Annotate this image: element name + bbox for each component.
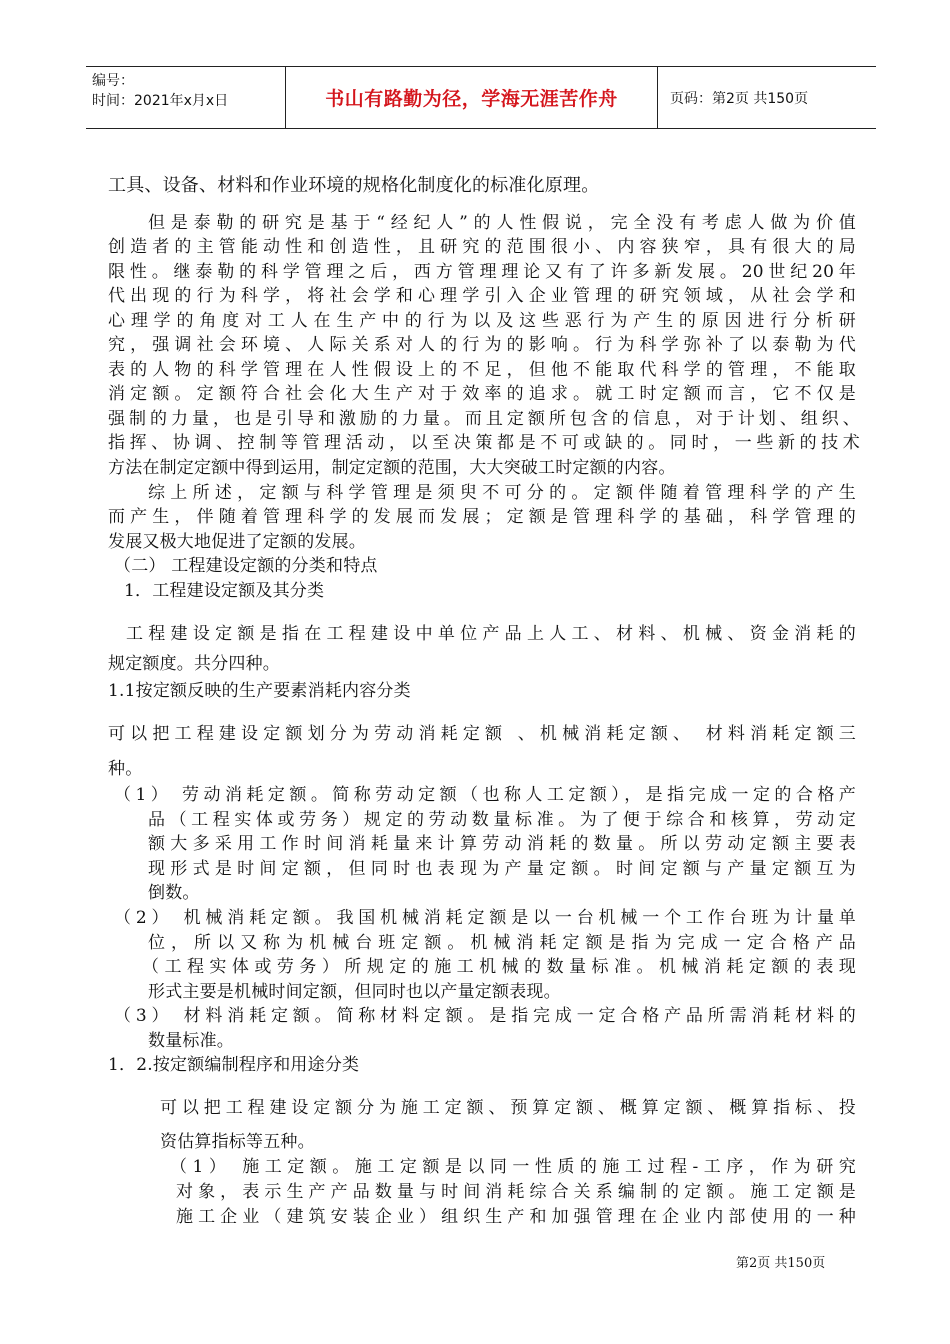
body-line: 限性。继泰勒的科学管理之后，西方管理理论又有了许多新发展。20世纪20年 [108,262,856,282]
body-line: 而产生，伴随着管理科学的发展而发展；定额是管理科学的基础，科学管理的 [108,507,856,527]
page-footer: 第2页 共150页 [736,1256,826,1271]
time-label: 时间：2021年x月x日 [92,93,229,109]
body-line: 综上所述，定额与科学管理是须臾不可分的。定额伴随着管理科学的产生 [148,483,856,503]
body-line: 工程建设定额是指在工程建设中单位产品上人工、材料、机械、资金消耗的 [126,624,856,644]
body-line: 发展又极大地促进了定额的发展。 [108,532,366,552]
body-line: 但是泰勒的研究是基于“经纪人”的人性假说，完全没有考虑人做为价值 [148,213,856,233]
body-line: 方法在制定定额中得到运用，制定定额的范围，大大突破工时定额的内容。 [108,458,676,478]
list-item: （工程实体或劳务）所规定的施工机械的数量标准。机械消耗定额的表现 [142,957,856,977]
list-item: 施工企业（建筑安装企业）组织生产和加强管理在企业内部使用的一种 [176,1207,856,1227]
body-line: 资估算指标等五种。 [160,1132,315,1152]
number-label: 编号： [92,73,134,89]
list-item: （1） 劳动消耗定额。简称劳动定额（也称人工定额），是指完成一定的合格产 [114,785,856,805]
list-item: 位，所以又称为机械台班定额。机械消耗定额是指为完成一定合格产品 [148,933,856,953]
list-item: 品（工程实体或劳务）规定的劳动数量标准。为了便于综合和核算，劳动定 [148,810,856,830]
body-line: 创造者的主管能动性和创造性，且研究的范围很小、内容狭窄，具有很大的局 [108,237,856,257]
body-line: 表的人物的科学管理在人性假设上的不足，但他不能取代科学的管理，不能取 [108,360,856,380]
header-table [86,66,876,129]
list-item: 倒数。 [148,883,200,903]
list-item: （3） 材料消耗定额。简称材料定额。是指完成一定合格产品所需消耗材料的 [114,1006,856,1026]
subsection-heading: 1.1按定额反映的生产要素消耗内容分类 [108,681,411,701]
header-meta-cell [86,67,286,128]
list-item: 现形式是时间定额，但同时也表现为产量定额。时间定额与产量定额互为 [148,859,856,879]
body-line: 消定额。定额符合社会化大生产对于效率的追求。就工时定额而言，它不仅是 [108,384,856,404]
subsection-heading: 1．工程建设定额及其分类 [124,581,325,601]
body-line: 种。 [108,759,143,779]
list-item: 额大多采用工作时间消耗量来计算劳动消耗的数量。所以劳动定额主要表 [148,834,856,854]
header-page-info: 页码：第2页 共150页 [670,90,809,107]
body-line: 心理学的角度对工人在生产中的行为以及这些恶行为产生的原因进行分析研 [108,311,856,331]
subsection-heading: 1．2.按定额编制程序和用途分类 [108,1055,360,1075]
body-line: 工具、设备、材料和作业环境的规格化制度化的标准化原理。 [108,175,600,196]
list-item: 数量标准。 [148,1031,234,1051]
body-line: 规定额度。共分四种。 [108,654,280,674]
body-line: 强制的力量，也是引导和激励的力量。而且定额所包含的信息，对于计划、组织、 [108,409,860,429]
motto: 书山有路勤为径，学海无涯苦作舟 [286,67,658,128]
list-item: 对象，表示生产产品数量与时间消耗综合关系编制的定额。施工定额是 [176,1182,856,1202]
section-heading: （二） 工程建设定额的分类和特点 [114,556,378,576]
body-line: 可以把工程建设定额分为施工定额、预算定额、概算定额、概算指标、投 [160,1098,856,1118]
body-line: 代出现的行为科学，将社会学和心理学引入企业管理的研究领域，从社会学和 [108,286,856,306]
list-item: （2） 机械消耗定额。我国机械消耗定额是以一台机械一个工作台班为计量单 [114,908,856,928]
body-line: 可以把工程建设定额划分为劳动消耗定额 、机械消耗定额、 材料消耗定额三 [108,724,856,744]
list-item: （1） 施工定额。施工定额是以同一性质的施工过程-工序，作为研究 [170,1157,856,1177]
body-line: 究，强调社会环境、人际关系对人的行为的影响。行为科学弥补了以泰勒为代 [108,335,856,355]
list-item: 形式主要是机械时间定额，但同时也以产量定额表现。 [148,982,561,1002]
body-line: 指挥、协调、控制等管理活动，以至决策都是不可或缺的。同时，一些新的技术 [108,433,860,453]
